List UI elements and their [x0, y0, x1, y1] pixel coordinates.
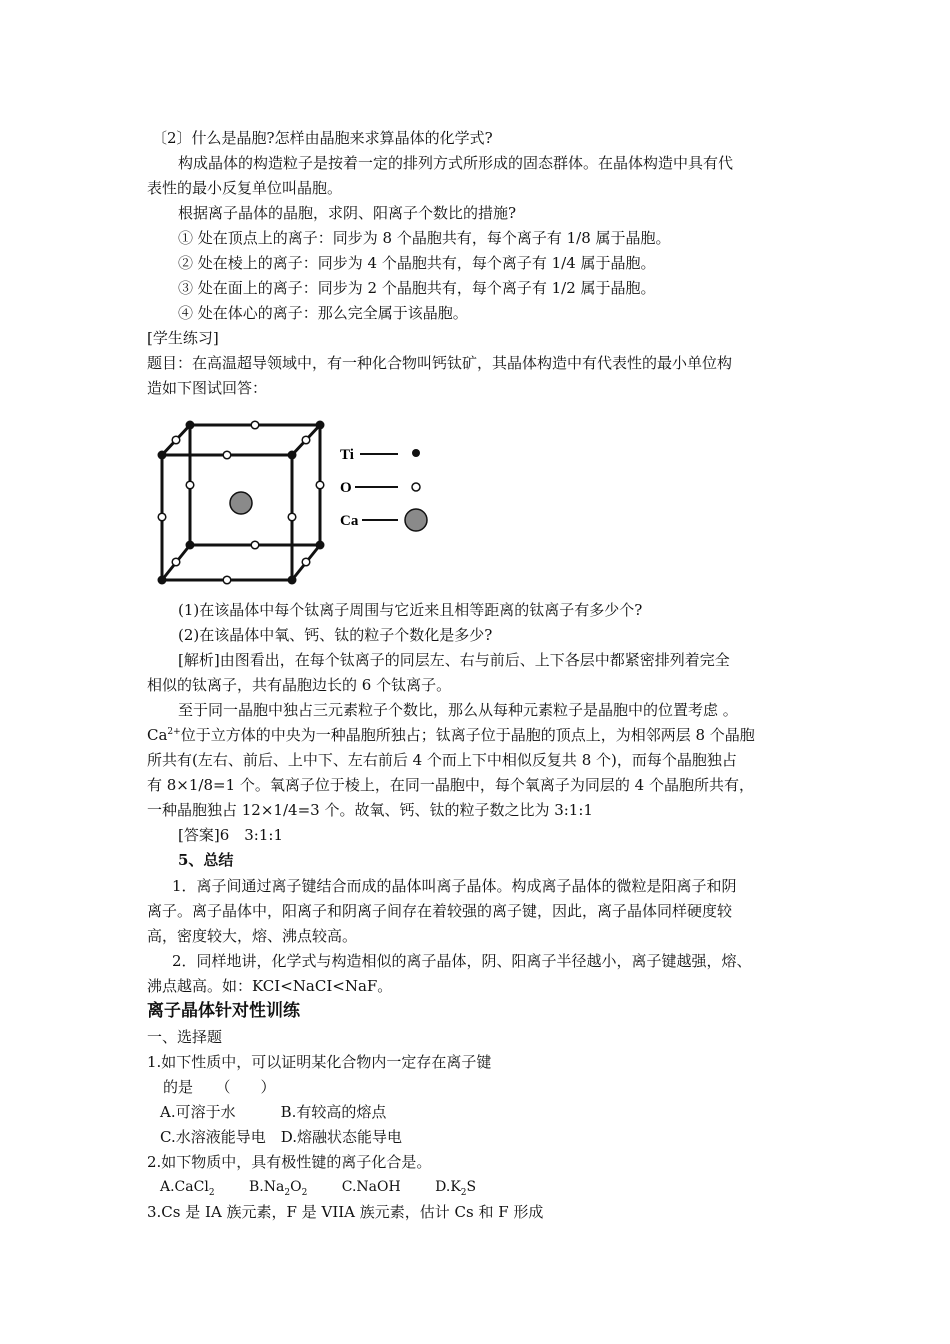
training-title: 离子晶体针对性训练 [147, 1001, 300, 1021]
summary-line: 1．离子间通过离子键结合而成的晶体叫离子晶体。构成离子晶体的微粒是阳离子和阴 [172, 877, 737, 895]
paragraph: 构成晶体的构造粒子是按着一定的排列方式所形成的固态群体。在晶体构造中具有代 [178, 154, 734, 172]
question-1-cont: 的是 （ ） [163, 1078, 276, 1096]
ca-ion [230, 492, 252, 514]
o-ion [251, 541, 259, 549]
o-ion [302, 558, 310, 566]
o-ion [251, 421, 259, 429]
option-d: $D.K_2S$ [435, 1179, 477, 1198]
option-b: $B.Na_2O_2$ [249, 1179, 308, 1198]
question-1: 1.如下性质中，可以证明某化合物内一定存在离子键 [147, 1053, 492, 1071]
training-section: 一、选择题 [147, 1028, 223, 1046]
summary-heading: 5、总结 [178, 851, 234, 869]
analysis-line: 至于同一晶胞中独占三元素粒子个数比，那么从每种元素粒子是晶胞中的位置考虑 。 [178, 701, 738, 719]
ti-ion [316, 541, 325, 550]
analysis-line: 一种晶胞独占 12×1/4=3 个。故氧、钙、钛的粒子数之比为 3:1:1 [147, 801, 593, 819]
list-item: ③ 处在面上的离子：同步为 2 个晶胞共有，每个离子有 1/2 属于晶胞。 [178, 279, 656, 297]
analysis-text: 位于立方体的中央为一种晶胞所独占；钛离子位于晶胞的顶点上，为相邻两层 8 个晶胞 [180, 726, 755, 744]
ti-ion [316, 421, 325, 430]
question-2: 2.如下物质中，具有极性键的离子化合是。 [147, 1153, 432, 1171]
legend-label-ti: Ti [340, 447, 354, 463]
ti-ion [158, 576, 167, 585]
legend-o-marker [412, 483, 420, 491]
analysis-line [147, 725, 755, 745]
list-item: ④ 处在体心的离子：那么完全属于该晶胞。 [178, 304, 468, 322]
question-3: 3.Cs 是 IA 族元素，F 是 VIIA 族元素，估计 Cs 和 F 形成 [147, 1203, 544, 1221]
perovskite-unit-cell-figure [150, 415, 450, 595]
analysis-line: 相似的钛离子，共有晶胞边长的 6 个钛离子。 [147, 676, 452, 694]
practice-question: 造如下图试回答： [147, 379, 268, 397]
question-1-options: A.可溶于水 B.有较高的熔点 [160, 1103, 387, 1121]
ca-charge: 2+ [167, 727, 181, 737]
ti-ion [288, 451, 297, 460]
analysis-line: 所共有(左右、前后、上中下、左右前后 4 个而上下中相似反复共 8 个)，而每个晶胞独占 [147, 751, 737, 769]
o-ion [172, 558, 180, 566]
paragraph: 表性的最小反复单位叫晶胞。 [147, 179, 343, 197]
practice-question: 题目：在高温超导领域中，有一种化合物叫钙钛矿，其晶体构造中有代表性的最小单位构 [147, 354, 733, 372]
o-ion [223, 576, 231, 584]
summary-line: 离子。离子晶体中，阳离子和阴离子间存在着较强的离子键，因此，离子晶体同样硬度较 [147, 902, 733, 920]
sub-question-2: (2)在该晶体中氧、钙、钛的粒子个数化是多少? [178, 626, 493, 644]
summary-line: 沸点越高。如：KCI<NaCI<NaF。 [147, 977, 393, 995]
analysis-line: 有 8×1/8=1 个。氧离子位于棱上，在同一晶胞中，每个氧离子为同层的 4 个晶胞所共有， [147, 776, 754, 794]
paragraph: 根据离子晶体的晶胞，求阴、阳离子个数比的措施? [178, 204, 517, 222]
summary-line: 高，密度较大，熔、沸点较高。 [147, 927, 358, 945]
o-ion [316, 481, 324, 489]
o-ion [172, 436, 180, 444]
ti-ion [186, 421, 195, 430]
o-ion [158, 513, 166, 521]
ti-ion [186, 541, 195, 550]
question-1-options: C.水溶液能导电 D.熔融状态能导电 [160, 1128, 402, 1146]
practice-tag: [学生练习] [147, 329, 219, 347]
answer: [答案]6 3:1:1 [178, 826, 283, 844]
ti-ion [288, 576, 297, 585]
ca-symbol: Ca [147, 726, 168, 744]
legend-ca-marker [405, 509, 427, 531]
legend-label-o: O [340, 480, 352, 496]
figure-legend [340, 447, 427, 531]
ti-ion [158, 451, 167, 460]
option-a: A.CaCl$_2$ [160, 1179, 215, 1198]
legend-label-ca: Ca [340, 513, 359, 529]
option-c: C.NaOH [341, 1179, 401, 1195]
o-ion [223, 451, 231, 459]
o-ion [186, 481, 194, 489]
analysis-line: [解析]由图看出，在每个钛离子的同层左、右与前后、上下各层中都紧密排列着完全 [178, 651, 730, 669]
section2-question: 〔2〕什么是晶胞?怎样由晶胞来求算晶体的化学式? [152, 129, 493, 147]
question-2-options [160, 1177, 476, 1197]
o-ion [288, 513, 296, 521]
list-item: ② 处在棱上的离子：同步为 4 个晶胞共有，每个离子有 1/4 属于晶胞。 [178, 254, 656, 272]
legend-ti-marker [412, 449, 420, 457]
sub-question-1: (1)在该晶体中每个钛离子周围与它近来且相等距离的钛离子有多少个? [178, 601, 643, 619]
list-item: ① 处在顶点上的离子：同步为 8 个晶胞共有，每个离子有 1/8 属于晶胞。 [178, 229, 671, 247]
o-ion [302, 436, 310, 444]
summary-line: 2．同样地讲，化学式与构造相似的离子晶体，阴、阳离子半径越小，离子键越强，熔、 [172, 952, 752, 970]
